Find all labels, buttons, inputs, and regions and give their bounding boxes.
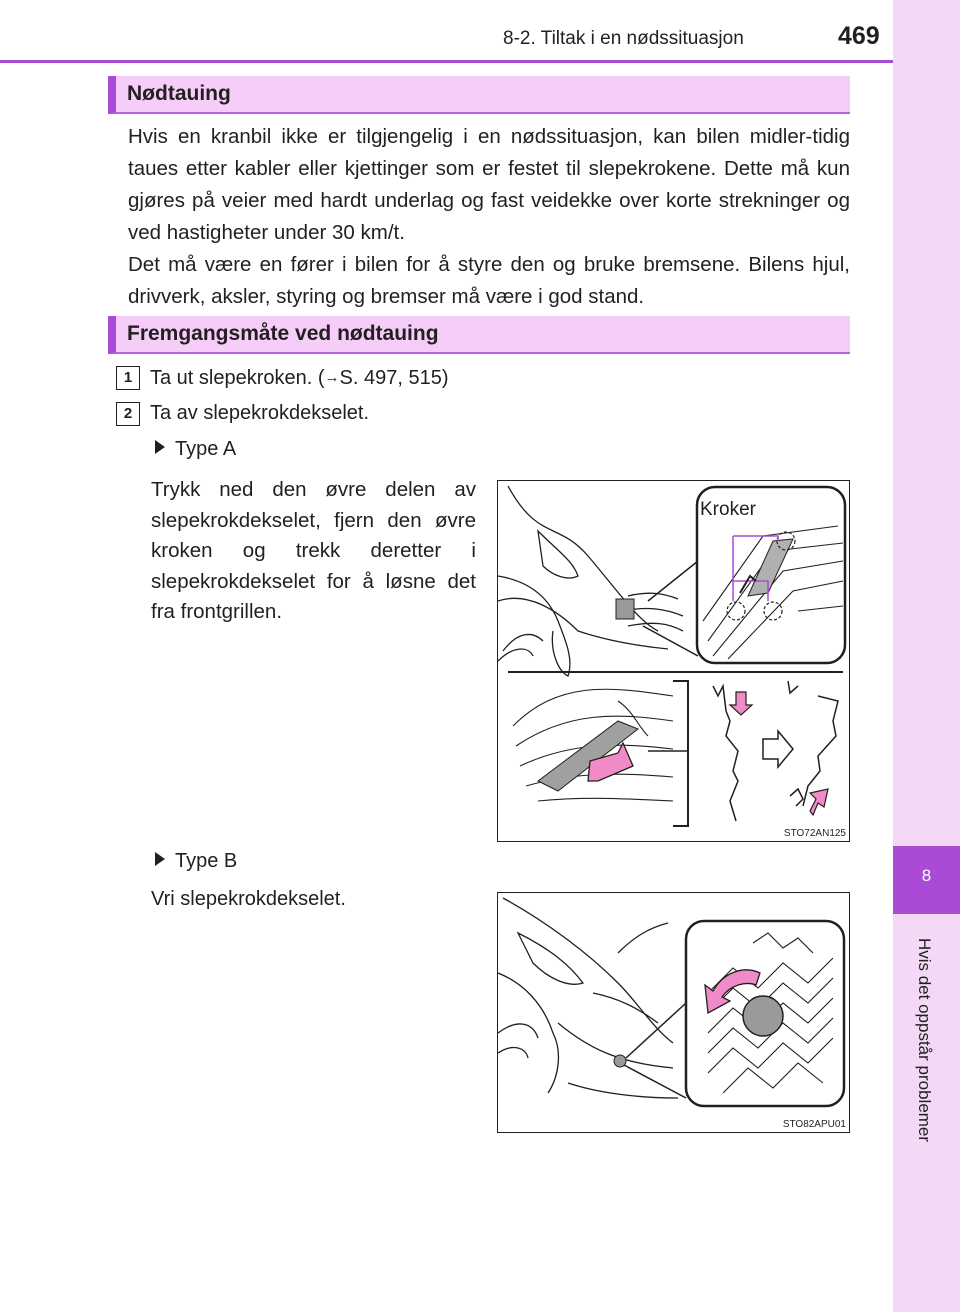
triangle-bullet-icon	[155, 440, 165, 454]
step-number-badge: 1	[116, 366, 140, 390]
type-b-illustration	[497, 892, 850, 1133]
arrow-right-icon: →	[324, 369, 340, 386]
header-divider	[0, 60, 893, 63]
type-description: Trykk ned den øvre delen av slepekrokdekselet, fjern den øvre kroken og trekk deretter i slepekrokdekselet for å løsne det fra frontgrillen.	[151, 478, 476, 623]
type-description: Vri slepekrokdekselet.	[151, 888, 346, 910]
section-header-towing-procedure	[108, 316, 850, 354]
step-text: Ta av slepekrokdekselet.	[150, 402, 370, 424]
chapter-number: 8	[921, 866, 932, 885]
cover-removal-diagram	[498, 481, 848, 840]
page-number: 469	[838, 22, 880, 50]
paragraph: Det må være en fører i bilen for å styre den og bruke bremsene. Bilens hjul, drivverk, aksler, styring og bremser må være i god stand.	[128, 253, 850, 308]
paragraph: Hvis en kranbil ikke er tilgjengelig i en nødssituasjon, kan bilen midler-tidig taues etter kabler eller kjettinger som er festet til slepekrokene. Dette må kun gjøres på veier med hardt underlag og fast veidekke over korte strekninger og ved hastigheter under 30 km/t.	[128, 125, 850, 244]
figure-code: STO72AN125	[783, 828, 846, 839]
cover-twist-diagram	[498, 893, 848, 1131]
section-title: Fremgangsmåte ved nødtauing	[127, 322, 439, 345]
page-reference-link[interactable]: S. 497, 515)	[339, 367, 449, 389]
type-a-illustration	[497, 480, 850, 842]
triangle-bullet-icon	[155, 852, 165, 866]
figure-code: STO82APU01	[782, 1119, 846, 1130]
header-section-title: 8-2. Tiltak i en nødssituasjon	[503, 28, 744, 49]
type-heading: Type A	[155, 438, 236, 461]
step-number-badge: 2	[116, 402, 140, 426]
step-text: Ta ut slepekroken. (→S. 497, 515)	[150, 367, 449, 389]
hooks-callout-label: Kroker	[700, 499, 756, 520]
section-body	[128, 121, 850, 313]
type-heading: Type B	[155, 850, 237, 873]
section-header-emergency-towing	[108, 76, 850, 114]
section-title: Nødtauing	[127, 82, 231, 105]
chapter-title: Hvis det oppstår problemer	[915, 937, 934, 1143]
